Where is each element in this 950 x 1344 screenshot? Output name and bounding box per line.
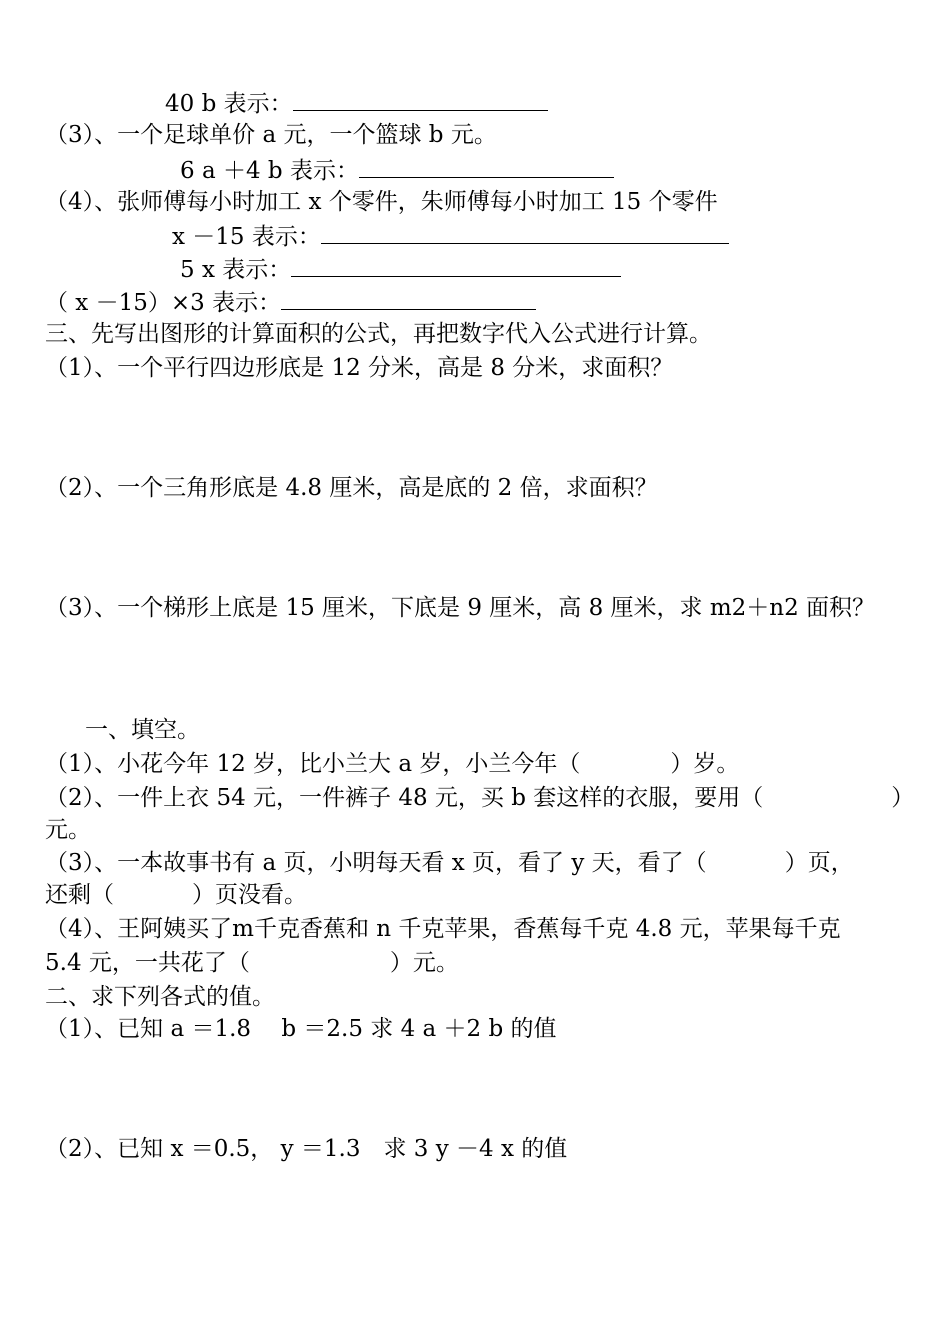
answer-blank[interactable] <box>321 221 729 244</box>
expr-5x-label: 5 x 表示： <box>180 257 292 283</box>
answer-blank[interactable] <box>359 155 614 178</box>
section-1-question-2-unit: 元。 <box>45 817 91 843</box>
answer-blank[interactable] <box>281 287 536 310</box>
question-2-close-paren: ） <box>891 785 915 811</box>
expr-x-minus-15-times-3-label: （ x －15）×3 表示： <box>45 290 282 316</box>
answer-blank[interactable] <box>291 254 621 277</box>
question-1-tail: ）岁。 <box>670 751 740 777</box>
question-3-text: （3）、一本故事书有 a 页，小明每天看 x 页，看了 y 天，看了（ <box>45 850 707 876</box>
expr-6a4b-label: 6 a ＋4 b 表示： <box>180 158 359 184</box>
expr-40b-line <box>165 88 548 119</box>
section-3-question-3: （3）、一个梯形上底是 15 厘米，下底是 9 厘米，高 8 厘米，求 m2＋n2 面积？ <box>45 595 876 621</box>
answer-blank[interactable] <box>293 88 548 111</box>
section-1-question-2 <box>45 783 914 813</box>
expr-x-minus-15-label: x －15 表示： <box>172 224 321 250</box>
expr-40b-label: 40 b 表示： <box>165 91 293 117</box>
expr-6a4b-line <box>180 155 614 186</box>
question-3-tail: ）页没看。 <box>192 882 307 908</box>
question-3-football: （3）、一个足球单价 a 元，一个篮球 b 元。 <box>45 122 497 148</box>
section-2-question-2: （2）、已知 x ＝0.5， y ＝1.3 求 3 y －4 x 的值 <box>45 1136 568 1162</box>
section-3-question-1: （1）、一个平行四边形底是 12 分米，高是 8 分米，求面积？ <box>45 355 674 381</box>
expr-x-minus-15-times-3-line <box>45 287 536 318</box>
section-2-question-1: （1）、已知 a ＝1.8 b ＝2.5 求 4 a ＋2 b 的值 <box>45 1016 557 1042</box>
expr-x-minus-15-line <box>172 221 729 252</box>
question-4-tail: ）元。 <box>389 950 459 976</box>
question-1-text: （1）、小花今年 12 岁，比小兰大 a 岁，小兰今年（ <box>45 751 581 777</box>
section-3-heading: 三、先写出图形的计算面积的公式，再把数字代入公式进行计算。 <box>45 321 712 347</box>
question-4-workers: （4）、张师傅每小时加工 x 个零件，朱师傅每小时加工 15 个零件 <box>45 189 718 215</box>
section-1-question-4: （4）、王阿姨买了m千克香蕉和 n 千克苹果，香蕉每千克 4.8 元，苹果每千克 <box>45 916 841 942</box>
section-3-question-2: （2）、一个三角形底是 4.8 厘米，高是底的 2 倍，求面积？ <box>45 475 658 501</box>
section-1-heading: 一、填空。 <box>85 717 200 743</box>
question-2-text: （2）、一件上衣 54 元，一件裤子 48 元，买 b 套这样的衣服，要用（ <box>45 785 764 811</box>
question-3-mid: ）页， <box>784 850 854 876</box>
section-1-question-4-cont <box>45 948 459 978</box>
section-1-question-3 <box>45 848 854 878</box>
expr-5x-line <box>180 254 621 285</box>
section-1-question-1 <box>45 749 739 779</box>
question-3-remaining: 还剩（ <box>45 882 114 908</box>
question-4-text: 5.4 元，一共花了（ <box>45 950 250 976</box>
section-2-heading: 二、求下列各式的值。 <box>45 984 275 1010</box>
section-1-question-3-cont <box>45 880 307 910</box>
